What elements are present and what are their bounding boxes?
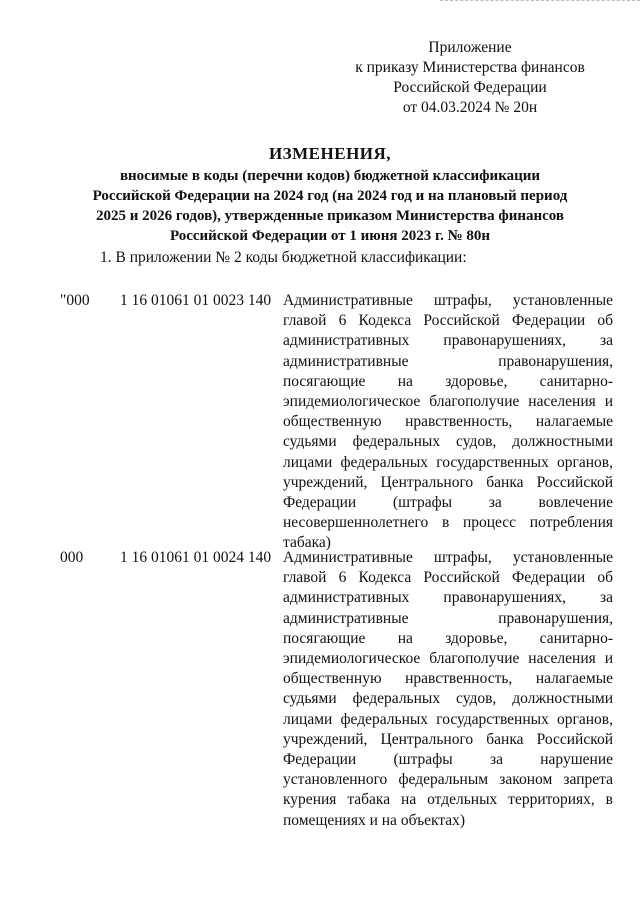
document-title: ИЗМЕНЕНИЯ, (268, 144, 392, 163)
heading-line-1: вносимые в коды (перечни кодов) бюджетной классификации (119, 168, 541, 184)
appendix-order-ref: к приказу Министерства финансов (355, 59, 585, 76)
budget-code: 1 16 01061 01 0024 140 (120, 549, 272, 566)
appendix-block (340, 38, 600, 118)
appendix-date-number: от 04.03.2024 № 20н (402, 99, 538, 116)
scan-border-line (440, 0, 640, 4)
appendix-org: Российской Федерации (393, 79, 547, 96)
code-description: Административные штрафы, установленные главой 6 Кодекса Российской Федерации об административных правонарушениях, за административные правонарушения, посягающие на здоровье, санитарно-эпидемиологическое благополучие населения и общественную нравственность, налагаемые судьями федеральных судов, должностными лицами федеральных государственных органов, учреждений, Центрального банка Российской Федерации (штрафы за нарушение установленного федеральным законом запрета курения табака на отдельных территориях, в помещениях и на объектах) (283, 549, 613, 829)
admin-code: "000 (60, 292, 90, 309)
code-description: Административные штрафы, установленные главой 6 Кодекса Российской Федерации об административных правонарушениях, за административные правонарушения, посягающие на здоровье, санитарно-эпидемиологическое благополучие населения и общественную нравственность, налагаемые судьями федеральных судов, должностными лицами федеральных государственных органов, учреждений, Центрального банка Российской Федерации (штрафы за вовлечение несовершеннолетнего в процесс потребления табака) (283, 292, 613, 552)
heading-line-3: 2025 и 2026 годов), утвержденные приказом Министерства финансов (95, 208, 565, 224)
appendix-label: Приложение (428, 39, 512, 56)
heading-line-2: Российской Федерации на 2024 год (на 2024 год и на плановый период (92, 188, 568, 204)
heading-line-4: Российской Федерации от 1 июня 2023 г. № 80н (169, 228, 491, 244)
intro-paragraph: 1. В приложении № 2 коды бюджетной классификации: (100, 249, 467, 266)
budget-code: 1 16 01061 01 0023 140 (120, 292, 272, 309)
admin-code: 000 (60, 549, 84, 566)
document-heading (80, 142, 580, 246)
